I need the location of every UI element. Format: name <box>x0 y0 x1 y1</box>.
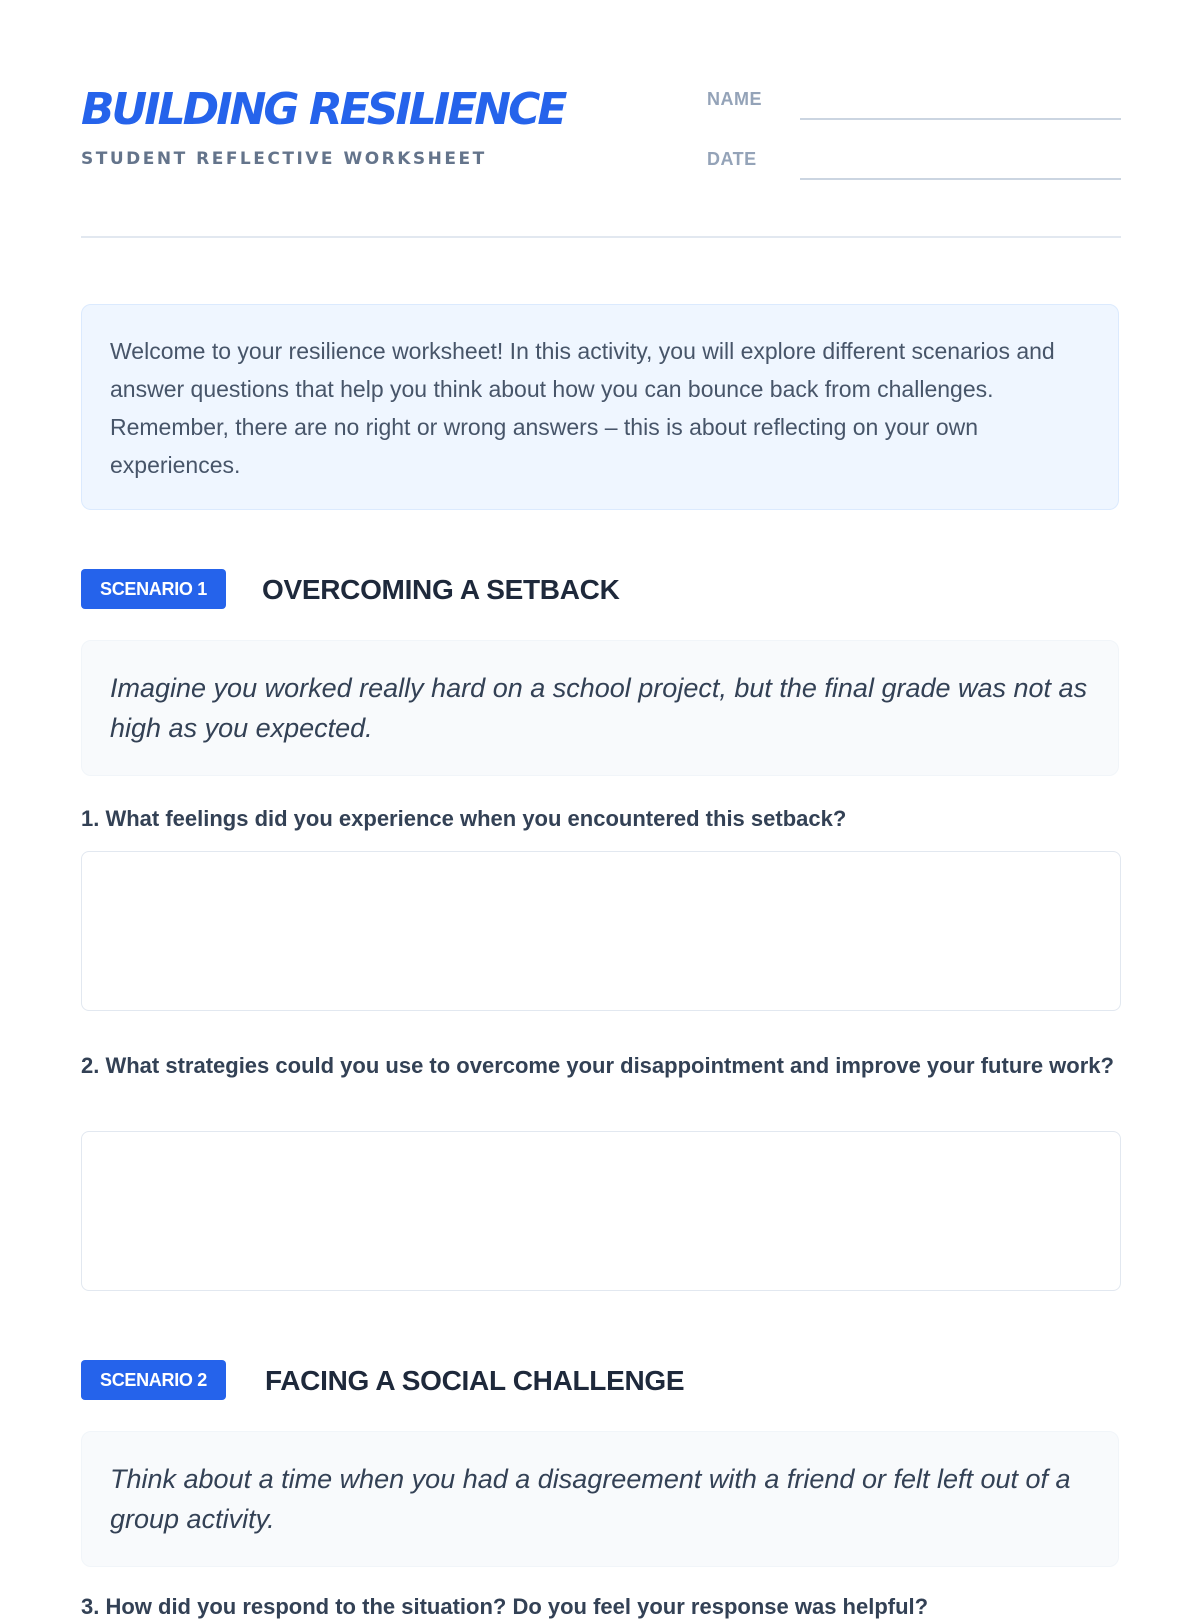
worksheet-title: BUILDING RESILIENCE <box>81 84 565 135</box>
worksheet-page <box>81 0 1121 1619</box>
scenario-2-badge: SCENARIO 2 <box>81 1360 226 1400</box>
intro-box: Welcome to your resilience worksheet! In this activity, you will explore different scenarios and answer questions that help you think about how you can bounce back from challenges. Remember, there are no right or wrong answers – this is about reflecting on your own experiences. <box>81 304 1119 510</box>
worksheet-subtitle: STUDENT REFLECTIVE WORKSHEET <box>81 149 487 169</box>
scenario-1-prompt: Imagine you worked really hard on a school project, but the final grade was not as high as you expected. <box>81 640 1119 776</box>
question-2: 2. What strategies could you use to overcome your disappointment and improve your future work? <box>81 1053 1114 1078</box>
scenario-1-title: OVERCOMING A SETBACK <box>262 574 620 605</box>
scenario-1-badge: SCENARIO 1 <box>81 569 226 609</box>
scenario-2-header <box>81 1360 1121 1400</box>
question-3: 3. How did you respond to the situation? Do you feel your response was helpful? <box>81 1594 929 1619</box>
scenario-2-prompt: Think about a time when you had a disagreement with a friend or felt left out of a group activity. <box>81 1431 1119 1567</box>
answer-1-field[interactable] <box>81 851 1121 1011</box>
scenario-1-header <box>81 569 1121 609</box>
date-row <box>707 140 1121 180</box>
name-row <box>707 80 1121 120</box>
name-label: NAME <box>707 89 762 109</box>
date-field[interactable] <box>800 156 1121 180</box>
worksheet-header <box>81 0 1121 238</box>
scenario-2-title: FACING A SOCIAL CHALLENGE <box>265 1365 685 1396</box>
answer-2-field[interactable] <box>81 1131 1121 1291</box>
date-label: DATE <box>707 149 757 169</box>
question-1: 1. What feelings did you experience when you encountered this setback? <box>81 806 847 831</box>
name-field[interactable] <box>800 96 1121 120</box>
